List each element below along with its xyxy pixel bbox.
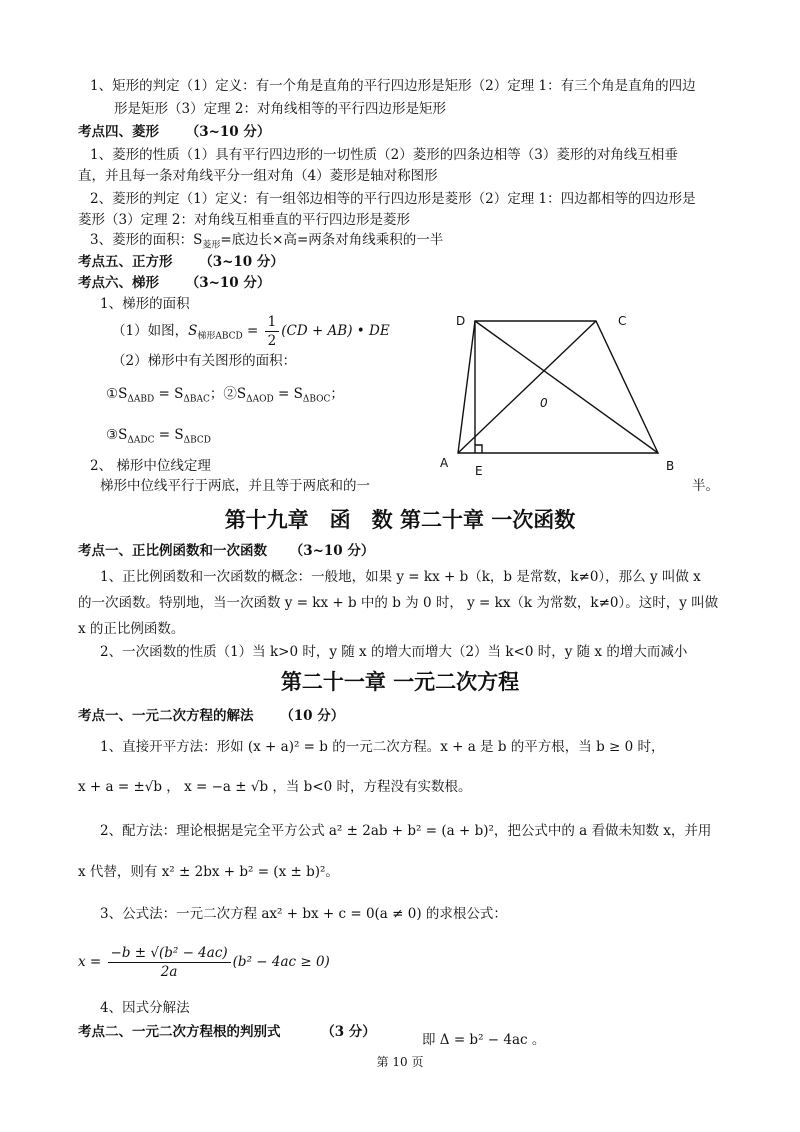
- rect-judgement-line2: 形是矩形（3）定理 2：对角线相等的平行四边形是矩形: [114, 101, 446, 117]
- rel3-sub-b: ΔBCD: [183, 435, 212, 446]
- area-rhs: (CD + AB) • DE: [281, 323, 390, 339]
- trapezoid-heading: [78, 273, 270, 293]
- label-o: 0: [540, 396, 548, 410]
- ch21-kp2-title: 考点二、一元二次方程根的判别式: [78, 1024, 281, 1040]
- area-lhs-sub: 梯形ABCD: [197, 331, 243, 342]
- fig-lead: （1）如图，: [112, 323, 189, 339]
- method3: 3、公式法：一元二次方程 ax² + bx + c = 0(a ≠ 0) 的求根公式：: [100, 906, 507, 922]
- label-d: D: [456, 314, 466, 328]
- ch19-p1-line1: 1、正比例函数和一次函数的概念：一般地，如果 y = kx + b（k，b 是常数，k≠0），那么 y 叫做 x: [100, 569, 701, 585]
- half-fraction: [265, 313, 280, 350]
- trapezoid-area-formula: （1）如图，$S_{梯形ABCD}$ = $\frac{1}{2}$ (CD + AB) • DE: [112, 314, 390, 349]
- ch19-heading: 第十九章 函 数 第二十章 一次函数: [224, 508, 576, 532]
- method1-line1: 1、直接开平方法：形如 (x + a)² = b 的一元二次方程。x + a 是 b 的平方根，当 b ≥ 0 时，: [100, 739, 665, 755]
- midline-title: 2、 梯形中位线定理: [90, 458, 211, 474]
- rel2-sub-b: ΔBOC: [302, 394, 331, 405]
- midline-tail: 半。: [692, 478, 719, 494]
- rhombus-score: （3~10 分）: [185, 124, 271, 140]
- midline-text: 梯形中位线平行于两底，并且等于两底和的一: [100, 478, 370, 494]
- ch21-heading: 第二十一章 一元二次方程: [280, 670, 520, 694]
- rel1-sub-a: ΔABD: [127, 394, 155, 405]
- trapezoid-figure: [430, 305, 690, 480]
- ch21-kp1-heading: [78, 706, 344, 726]
- ch19-kp-title: 考点一、正比例函数和一次函数: [78, 543, 267, 559]
- rhombus-judge-line2: 菱形（3）定理 2：对角线互相垂直的平行四边形是菱形: [78, 212, 410, 228]
- label-e: E: [475, 464, 483, 478]
- rel3-sub-a: ΔADC: [127, 435, 155, 446]
- trapezoid-score: （3~10 分）: [185, 275, 271, 291]
- diagonal-bd: [475, 321, 658, 453]
- square-title: 考点五、正方形: [78, 254, 173, 270]
- related-areas-title: （2）梯形中有关图形的面积：: [112, 353, 297, 369]
- formula-cond: (b² − 4ac ≥ 0): [232, 954, 330, 970]
- rel3: ③S: [106, 427, 128, 443]
- related-areas-row2: [106, 425, 211, 451]
- rhombus-title: 考点四、菱形: [78, 124, 159, 140]
- ch21-kp2-heading: [78, 1022, 376, 1042]
- ch19-kp-heading: [78, 541, 374, 561]
- square-score: （3~10 分）: [199, 254, 284, 270]
- frac-den: 2: [267, 333, 277, 349]
- quadratic-formula: [78, 944, 330, 981]
- rhombus-heading: [78, 122, 270, 142]
- formula-fraction: [108, 944, 231, 981]
- ch19-p1-line3: x 的正比例函数。: [78, 621, 185, 637]
- rect-judgement-line1: 1、矩形的判定（1）定义：有一个角是直角的平行四边形是矩形（2）定理 1：有三个角是直角的四边: [90, 78, 696, 94]
- page-number: 第 10 页: [376, 1055, 424, 1069]
- label-c: C: [618, 314, 627, 328]
- method4: 4、因式分解法: [100, 1000, 190, 1016]
- rel1-sep: ；②S: [209, 386, 247, 402]
- diagonal-ac: [458, 321, 596, 453]
- square-heading: [78, 252, 284, 272]
- rel1-sub-b: ΔBAC: [183, 394, 210, 405]
- rhombus-area-sub: 菱形: [202, 240, 221, 251]
- method1-line2: x + a = ±√b ， x = −a ± √b ，当 b<0 时，方程没有实数根。: [78, 779, 472, 795]
- trapezoid-outline: [458, 321, 658, 453]
- label-a: A: [440, 456, 449, 470]
- trapezoid-area-title: 1、梯形的面积: [100, 296, 190, 312]
- rel1: ①S: [106, 386, 128, 402]
- rel2-eq: = S: [273, 386, 303, 402]
- area-lhs: S: [188, 323, 198, 339]
- rel2-end: ；: [330, 386, 344, 402]
- ch19-p2: 2、一次函数的性质（1）当 k>0 时，y 随 x 的增大而增大（2）当 k<0 时，y 随 x 的增大而减小: [100, 644, 688, 660]
- rhombus-area-lead: 3、菱形的面积：S: [90, 232, 203, 248]
- rel3-eq: = S: [154, 427, 184, 443]
- related-areas-row1: [106, 384, 344, 410]
- ch19-kp-score: （3~10 分）: [289, 543, 375, 559]
- ch21-kp1-score: （10 分）: [280, 708, 345, 724]
- frac-num: 1: [265, 313, 280, 332]
- formula-lhs: x =: [78, 954, 102, 970]
- label-b: B: [666, 459, 675, 473]
- formula-den: 2a: [160, 964, 178, 980]
- rhombus-area-rest: =底边长×高=两条对角线乘积的一半: [220, 232, 444, 248]
- right-angle-mark: [475, 445, 482, 453]
- discriminant: 即 Δ = b² − 4ac 。: [422, 1032, 546, 1048]
- method2-line1: 2、配方法：理论根据是完全平方公式 a² ± 2ab + b² = (a + b)²，把公式中的 a 看做未知数 x，并用: [100, 823, 712, 839]
- trapezoid-title: 考点六、梯形: [78, 275, 159, 291]
- rel2-sub-a: ΔAOD: [246, 394, 274, 405]
- ch21-kp2-score: （3 分）: [321, 1024, 376, 1040]
- rhombus-props-line1: 1、菱形的性质（1）具有平行四边形的一切性质（2）菱形的四条边相等（3）菱形的对角线互相垂: [90, 147, 678, 163]
- formula-num: −b ± √(b² − 4ac): [108, 944, 231, 963]
- method2-line2: x 代替，则有 x² ± 2bx + b² = (x ± b)²。: [78, 864, 339, 880]
- rhombus-props-line2: 直，并且每一条对角线平分一组对角（4）菱形是轴对称图形: [78, 168, 438, 184]
- ch19-p1-line2: 的一次函数。特别地，当一次函数 y = kx + b 中的 b 为 0 时， y = kx（k 为常数，k≠0）。这时，y 叫做: [78, 595, 719, 611]
- rhombus-judge-line1: 2、菱形的判定（1）定义：有一组邻边相等的平行四边形是菱形（2）定理 1：四边都相等的四边形是: [90, 191, 696, 207]
- rel1-eq: = S: [154, 386, 184, 402]
- ch21-kp1-title: 考点一、一元二次方程的解法: [78, 708, 254, 724]
